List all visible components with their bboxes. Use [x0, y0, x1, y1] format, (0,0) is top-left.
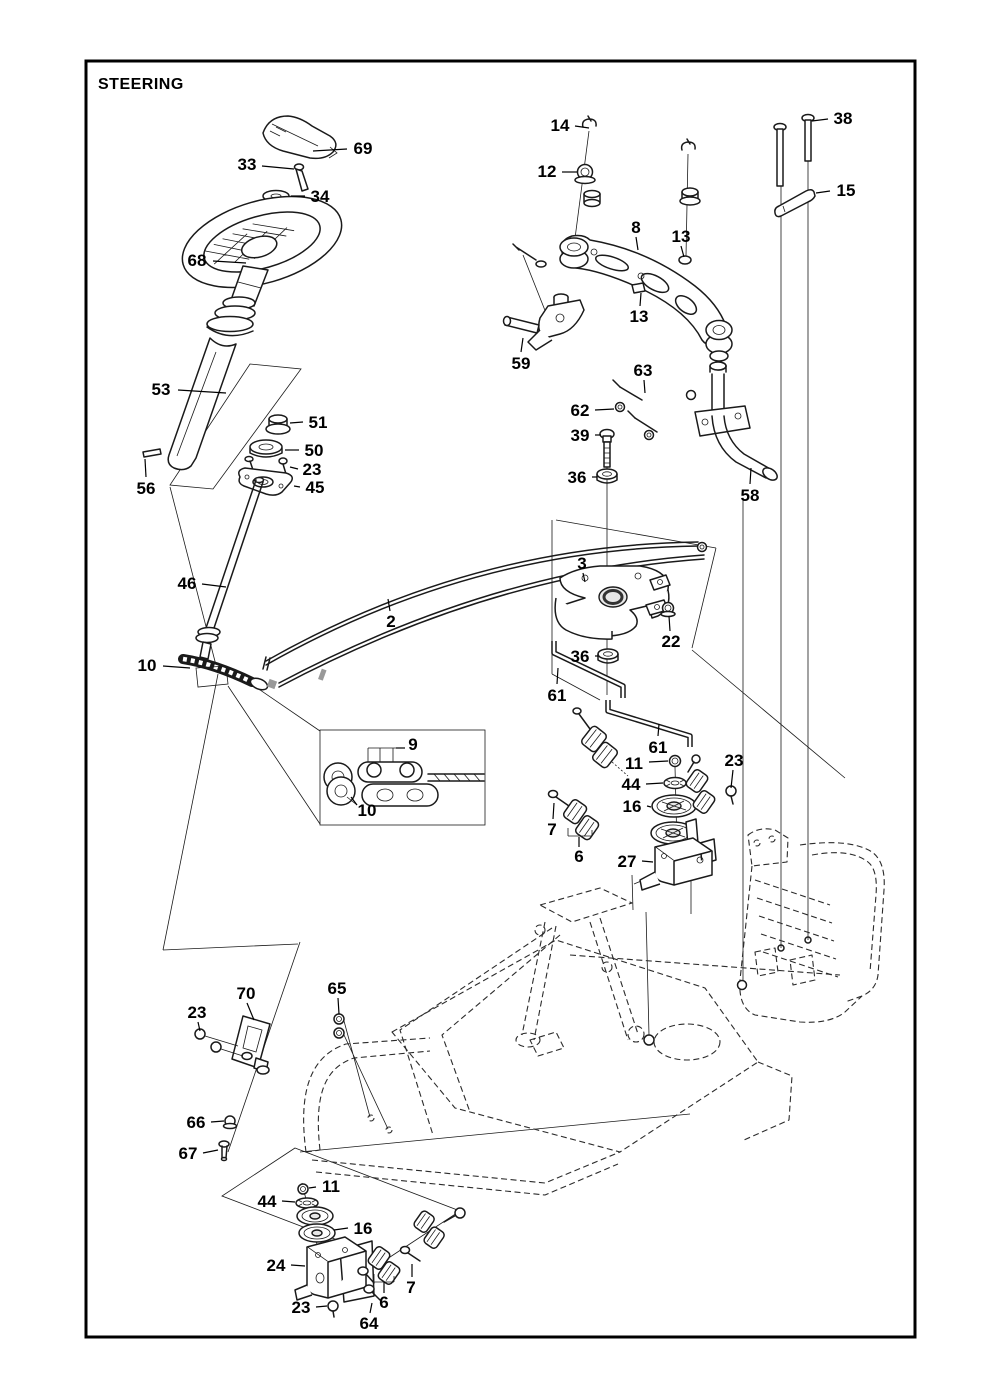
- part-label-23-51: 23: [291, 1298, 311, 1317]
- part-label-67-44: 67: [178, 1144, 198, 1163]
- part-label-61-30: 61: [648, 738, 668, 757]
- part-label-23-36: 23: [724, 751, 744, 770]
- part-label-36-24: 36: [567, 468, 587, 487]
- bearing-50: [250, 440, 282, 457]
- part-label-7-49: 7: [406, 1278, 416, 1297]
- part-label-69-0: 69: [353, 139, 373, 158]
- part-label-45-9: 45: [305, 478, 325, 497]
- nut-66: [224, 1116, 237, 1129]
- part-label-61-29: 61: [547, 686, 567, 705]
- part-label-14-13: 14: [550, 116, 570, 135]
- part-label-16-35: 16: [622, 797, 642, 816]
- part-label-6-50: 6: [379, 1293, 389, 1312]
- part-label-59-20: 59: [511, 354, 531, 373]
- part-label-50-7: 50: [304, 441, 324, 460]
- part-label-23-8: 23: [302, 460, 322, 479]
- part-label-16-47: 16: [353, 1219, 373, 1238]
- part-label-27-39: 27: [617, 852, 637, 871]
- part-label-10-32: 10: [357, 801, 377, 820]
- nut-11-lower: [298, 1184, 308, 1194]
- part-label-13-18: 13: [671, 227, 691, 246]
- part-label-33-1: 33: [237, 155, 257, 174]
- part-label-68-3: 68: [187, 251, 207, 270]
- part-label-56-5: 56: [136, 479, 156, 498]
- part-label-44-46: 44: [257, 1192, 277, 1211]
- part-label-15-16: 15: [836, 181, 856, 200]
- part-label-64-52: 64: [359, 1314, 379, 1333]
- part-label-23-41: 23: [187, 1003, 207, 1022]
- part-label-53-4: 53: [151, 380, 171, 399]
- part-label-65-42: 65: [327, 979, 347, 998]
- part-label-38-15: 38: [833, 109, 853, 128]
- part-label-11-33: 11: [625, 754, 643, 773]
- nut-22: [661, 603, 675, 617]
- nut-11-upper: [670, 756, 681, 767]
- part-label-6-38: 6: [574, 847, 584, 866]
- part-label-24-48: 24: [266, 1256, 286, 1275]
- part-label-11-45: 11: [322, 1177, 340, 1196]
- part-label-58-25: 58: [740, 486, 760, 505]
- part-label-2-12: 2: [386, 612, 396, 631]
- part-label-62-22: 62: [570, 401, 590, 420]
- part-label-12-14: 12: [537, 162, 557, 181]
- part-label-22-27: 22: [661, 632, 681, 651]
- part-label-9-31: 9: [408, 735, 418, 754]
- part-label-8-17: 8: [631, 218, 641, 237]
- part-label-34-2: 34: [310, 187, 330, 206]
- bushing-51: [266, 415, 290, 434]
- part-label-7-37: 7: [547, 820, 557, 839]
- nut-62: [616, 403, 625, 412]
- page-title: STEERING: [98, 76, 184, 93]
- part-label-63-21: 63: [633, 361, 653, 380]
- part-label-13-19: 13: [629, 307, 649, 326]
- part-label-66-43: 66: [186, 1113, 206, 1132]
- part-label-70-40: 70: [236, 984, 256, 1003]
- part-label-39-23: 39: [570, 426, 590, 445]
- part-label-46-10: 46: [177, 574, 197, 593]
- part-label-36-28: 36: [570, 647, 590, 666]
- part-label-10-11: 10: [137, 656, 157, 675]
- part-label-51-6: 51: [308, 413, 328, 432]
- part-label-3-26: 3: [577, 554, 587, 573]
- part-label-44-34: 44: [621, 775, 641, 794]
- washer-44-upper: [664, 778, 686, 789]
